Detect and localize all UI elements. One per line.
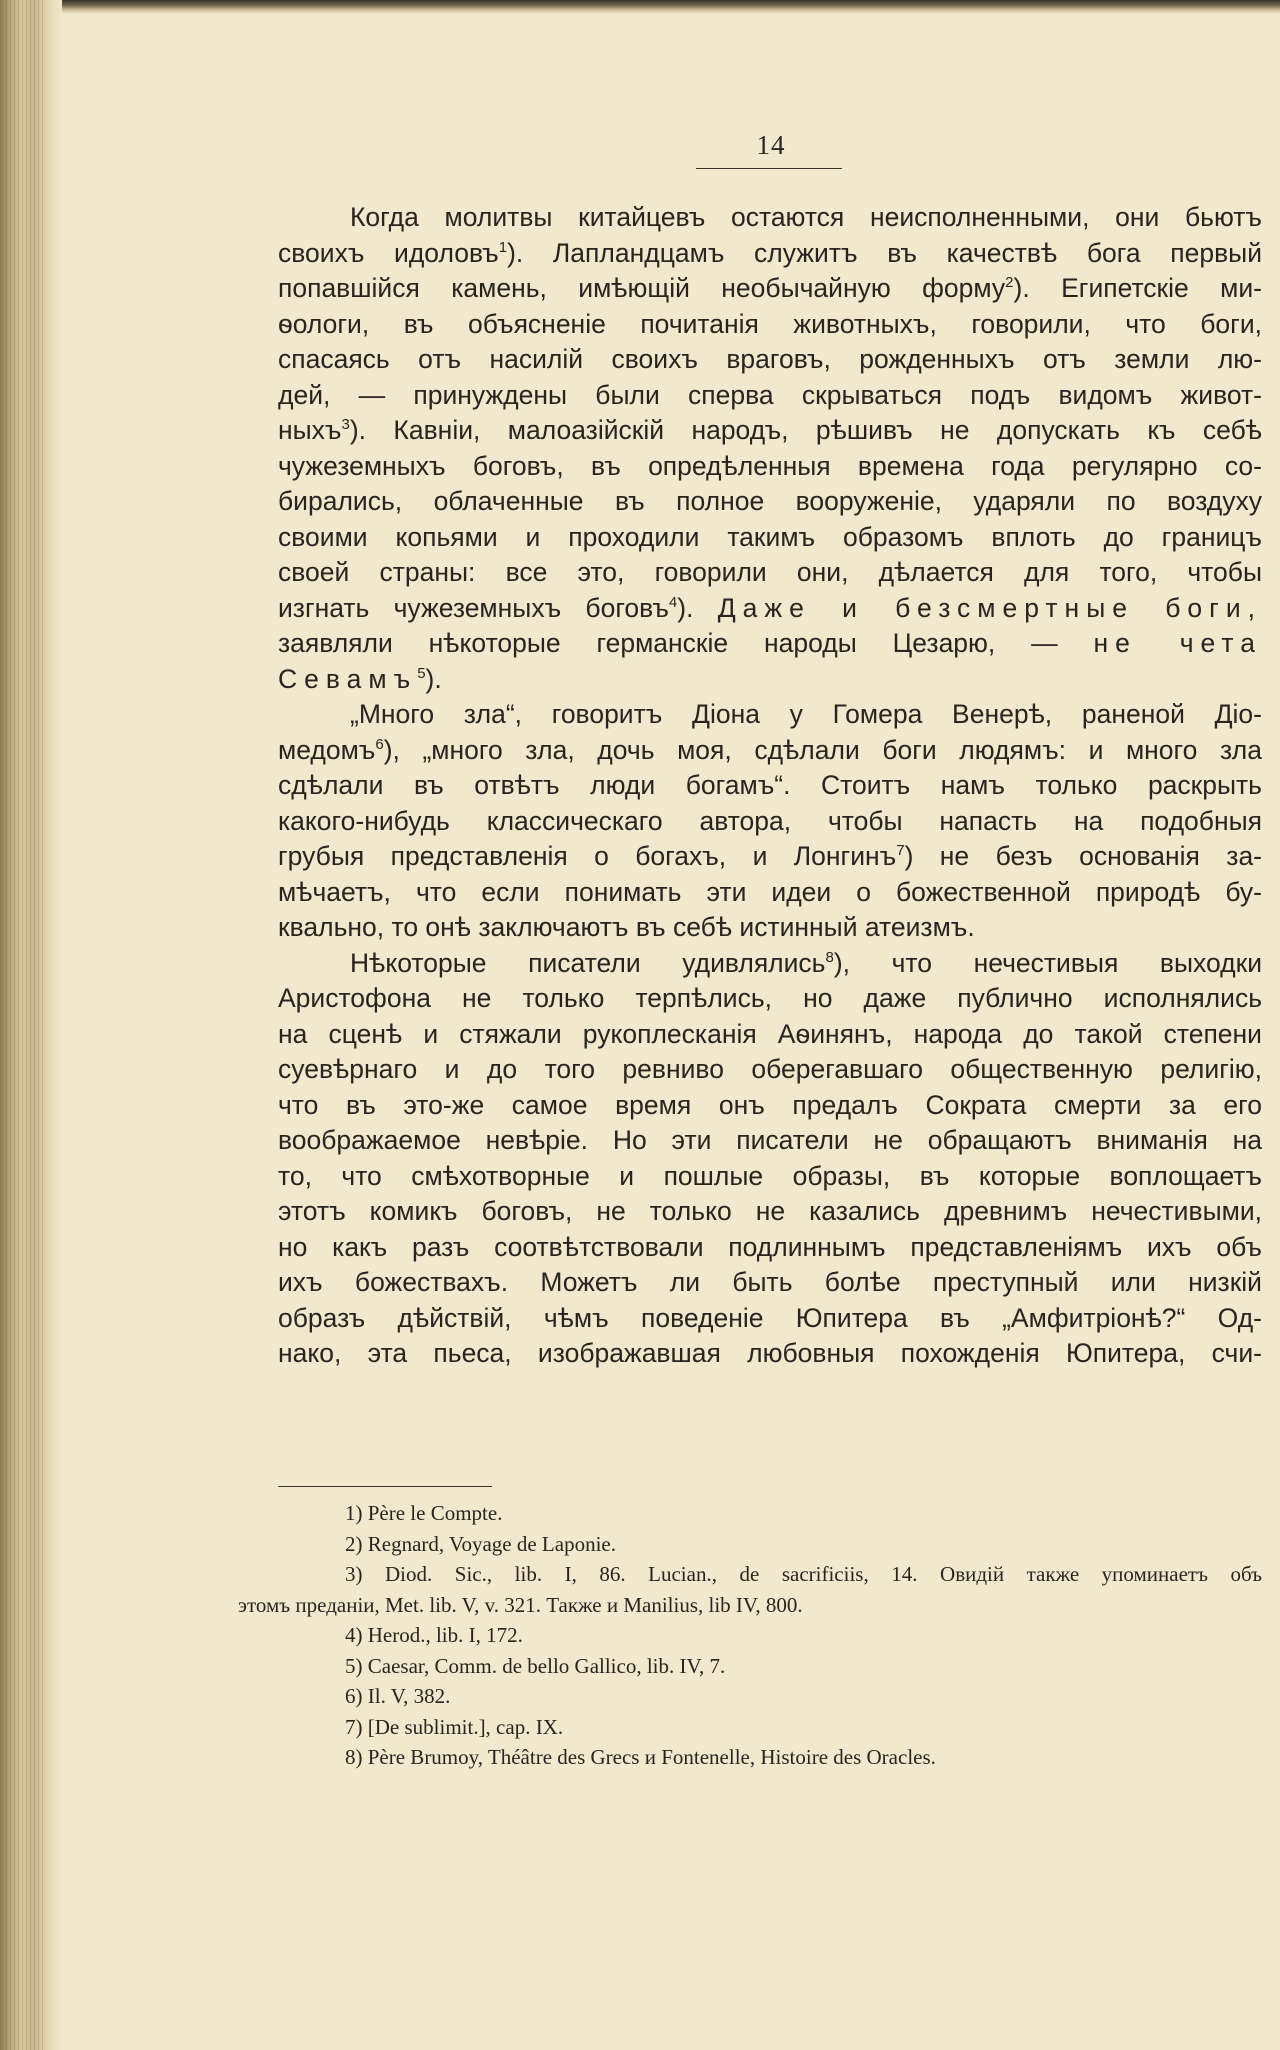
text-line: чужеземныхъ боговъ, въ опредѣленныя времена года регулярно со- [278,450,1262,481]
footnotes [238,1498,1262,1773]
text-line: что въ это-же самое время онъ предалъ Сократа смерти за его [278,1089,1262,1120]
footnote: 6) Il. V, 382. [345,1684,451,1708]
text-line: своихъ идоловъ$^1$). Лапландцамъ служитъ въ качествѣ бога первый [278,237,1262,268]
footnote-ref: 7 [896,842,905,860]
body-text [278,200,1262,1372]
footnote: 2) Regnard, Voyage de Laponie. [345,1531,616,1556]
text-line: Когда молитвы китайцевъ остаются неисполненными, они бьютъ [350,202,1262,232]
text-line: какого-нибудь классическаго автора, чтобы напасть на подобныя [278,805,1262,836]
text-line: Нѣкоторые писатели удивлялись$^8$), что нечестивыя выходки [350,947,1262,978]
text-line: своей страны: все это, говорили они, дѣлается для того, чтобы [278,557,1262,587]
footnote-ref: 2 [1005,274,1014,292]
text-line: ныхъ$^3$). Кавніи, малоазійскій народъ, рѣшивъ не допускать къ себѣ [278,415,1262,445]
text-line: заявляли нѣкоторые германскіе народы Цезарю, — не чета [278,628,1262,658]
footnote-ref: 6 [375,735,384,753]
footnote-rule [278,1486,492,1487]
text-line: то, что смѣхотворные и пошлые образы, въ которые воплощаетъ [278,1160,1262,1191]
text-line: медомъ$^6$), „много зла, дочь моя, сдѣлали боги людямъ: и много зла [278,734,1262,765]
spaced-emphasis: не чета [1093,628,1262,658]
text-line: грубыя представленія о богахъ, и Лонгинъ$^7$) не безъ основанія за- [278,841,1262,871]
text-line: Аристофона не только терпѣлись, но даже публично исполнялись [278,983,1262,1013]
footnote-ref: 4 [668,593,678,611]
footnote-continuation: этомъ преданіи, Met. lib. V, v. 321. Также и Manilius, lib IV, 800. [238,1592,803,1617]
text-line: изгнать чужеземныхъ боговъ$^4$). Даже и безсмертные боги, [278,592,1262,623]
spaced-emphasis: Даже и безсмертные боги, [717,592,1262,623]
text-line: воображаемое невѣріе. Но эти писатели не обращаютъ вниманія на [278,1125,1262,1155]
footnote-ref: 1 [498,238,508,256]
text-line: „Много зла“, говоритъ Діона у Гомера Венерѣ, раненой Діо- [350,699,1262,729]
book-page-edges [0,0,62,2050]
text-line: своими копьями и проходили такимъ образомъ вплоть до границъ [278,521,1262,552]
spaced-emphasis: Севамъ [278,663,418,694]
footnote: 8) Père Brumoy, Théâtre des Grecs и Fontenelle, Histoire des Oracles. [345,1745,936,1769]
text-line: квально, то онѣ заключаютъ въ себѣ истинный атеизмъ. [278,912,975,942]
page-top-edge [0,0,1280,14]
text-line: этотъ комикъ боговъ, не только не казались древнимъ нечестивыми, [278,1196,1262,1226]
footnote-ref: 8 [825,948,834,966]
text-line: нако, эта пьеса, изображавшая любовныя похожденія Юпитера, счи- [278,1338,1262,1368]
footnote: 3) Diod. Sic., lib. I, 86. Lucian., de sacrificiis, 14. Овидій также упоминаетъ объ [345,1562,1262,1586]
footnote-ref: 3 [341,416,350,434]
text-line: бирались, облаченные въ полное вооруженіе, ударяли по воздуху [278,486,1262,516]
footnote: 1) Père le Compte. [345,1501,503,1525]
page-number: 14 [756,130,786,160]
text-line: сдѣлали въ отвѣтъ люди богамъ“. Стоитъ намъ только раскрыть [278,770,1262,800]
text-line: спасаясь отъ насилій своихъ враговъ, рожденныхъ отъ земли лю- [278,344,1262,374]
text-line: ѳологи, въ объясненіе почитанія животныхъ, говорили, что боги, [278,308,1262,339]
text-line: попавшійся камень, имѣющій необычайную форму$^2$). Египетскіе ми- [278,273,1262,303]
footnote-ref: 5 [417,664,426,682]
text-line: Севамъ$^5$). [278,663,442,694]
text-line: но какъ разъ соотвѣтствовали подлиннымъ представленіямъ ихъ объ [278,1231,1262,1262]
text-line: суевѣрнаго и до того ревниво оберегавшаго общественную религію, [278,1054,1262,1084]
footnote: 5) Caesar, Comm. de bello Gallico, lib. IV, 7. [345,1653,726,1678]
text-line: дей, — принуждены были сперва скрываться подъ видомъ живот- [278,379,1262,410]
footnote: 4) Herod., lib. I, 172. [345,1623,523,1647]
text-line: на сценѣ и стяжали рукоплесканія Аѳинянъ, народа до такой степени [278,1018,1262,1049]
text-line: мѣчаетъ, что если понимать эти идеи о божественной природѣ бу- [278,876,1262,907]
page-number-rule [696,168,842,169]
footnote: 7) [De sublimit.], cap. IX. [345,1714,564,1739]
text-line: ихъ божествахъ. Можетъ ли быть болѣе преступный или низкій [278,1267,1262,1297]
text-line: образъ дѣйствій, чѣмъ поведеніе Юпитера въ „Амфитріонѣ?“ Од- [278,1302,1262,1333]
